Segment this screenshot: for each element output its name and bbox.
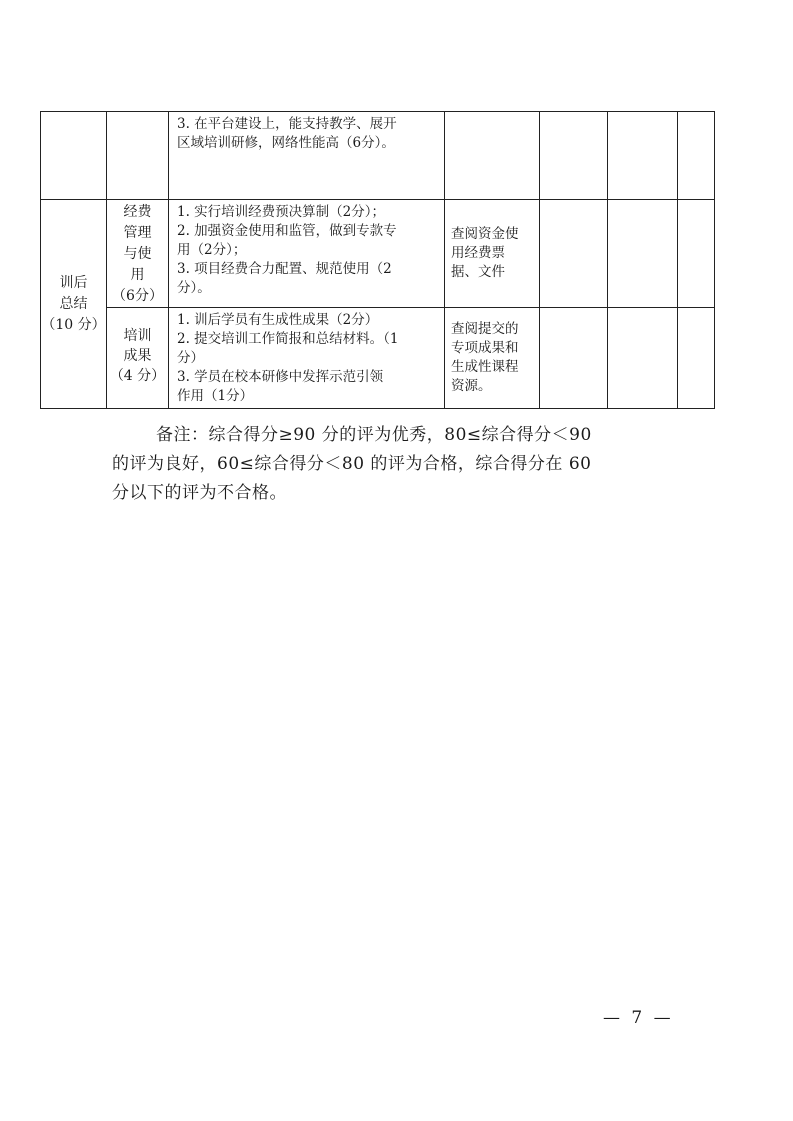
table-row-outcomes (41, 308, 715, 409)
stage-label-line: 训后 (59, 274, 88, 291)
item-label-line: （4 分） (109, 368, 166, 384)
standard-line: 3. 在平台建设上，能支持教学、展开 (177, 116, 397, 132)
score-cell (678, 112, 715, 200)
standard-line: 作用（1分） (177, 388, 254, 404)
method-line: 据、文件 (451, 264, 505, 280)
standard-line: 2. 加强资金使用和监管，做到专款专 (177, 223, 397, 239)
table-row-platform (41, 112, 715, 200)
score-cell (608, 200, 678, 308)
item-cell (107, 200, 169, 308)
item-label-line: 与使 (123, 246, 152, 262)
score-cell (678, 308, 715, 409)
standard-cell (169, 112, 445, 200)
standard-line: 分） (177, 350, 204, 366)
method-line: 用经费票 (451, 245, 505, 261)
item-cell-empty (107, 112, 169, 200)
item-label-line: 经费 (123, 204, 152, 220)
method-line: 资源。 (451, 378, 492, 394)
standard-line: 区域培训研修，网络性能高（6分）。 (177, 135, 395, 151)
standard-line: 分）。 (177, 280, 211, 296)
score-cell (540, 112, 608, 200)
score-cell (608, 308, 678, 409)
item-label-line: 培训 (123, 328, 152, 344)
remarks-line: 的评为良好，60≤综合得分＜80 的评为合格，综合得分在 60 (112, 454, 592, 474)
method-cell (445, 308, 540, 409)
stage-cell-empty (41, 112, 107, 200)
standard-line: 1. 训后学员有生成性成果（2分） (177, 312, 379, 328)
score-cell (540, 308, 608, 409)
item-label-line: （6分） (112, 288, 163, 304)
standard-line: 3. 学员在校本研修中发挥示范引领 (177, 369, 384, 385)
score-cell (608, 112, 678, 200)
method-line: 专项成果和 (451, 340, 519, 356)
stage-label-line: 总结 (59, 295, 88, 312)
item-label-line: 用 (130, 267, 145, 283)
item-label-line: 管理 (123, 225, 152, 241)
table-row-funding (41, 200, 715, 308)
standard-line: 用（2分）； (177, 242, 247, 258)
score-cell (540, 200, 608, 308)
page-number: — 7 — (603, 1008, 674, 1028)
item-cell (107, 308, 169, 409)
stage-label-line: （10 分） (41, 316, 106, 333)
standard-line: 2. 提交培训工作简报和总结材料。（1 (177, 331, 399, 347)
method-cell (445, 200, 540, 308)
evaluation-table (40, 111, 715, 409)
stage-cell (41, 200, 107, 409)
standard-cell (169, 308, 445, 409)
method-line: 查阅提交的 (451, 321, 519, 337)
remarks-line: 分以下的评为不合格。 (112, 483, 287, 503)
standard-line: 3. 项目经费合力配置、规范使用（2 (177, 261, 392, 277)
score-cell (678, 200, 715, 308)
remarks-paragraph (112, 421, 712, 508)
standard-line: 1. 实行培训经费预决算制（2分）； (177, 204, 386, 220)
item-label-line: 成果 (123, 348, 152, 364)
method-line: 查阅资金使 (451, 226, 519, 242)
remarks-line: 备注：综合得分≥90 分的评为优秀，80≤综合得分＜90 (156, 425, 592, 445)
method-cell-empty (445, 112, 540, 200)
standard-cell (169, 200, 445, 308)
method-line: 生成性课程 (451, 359, 519, 375)
